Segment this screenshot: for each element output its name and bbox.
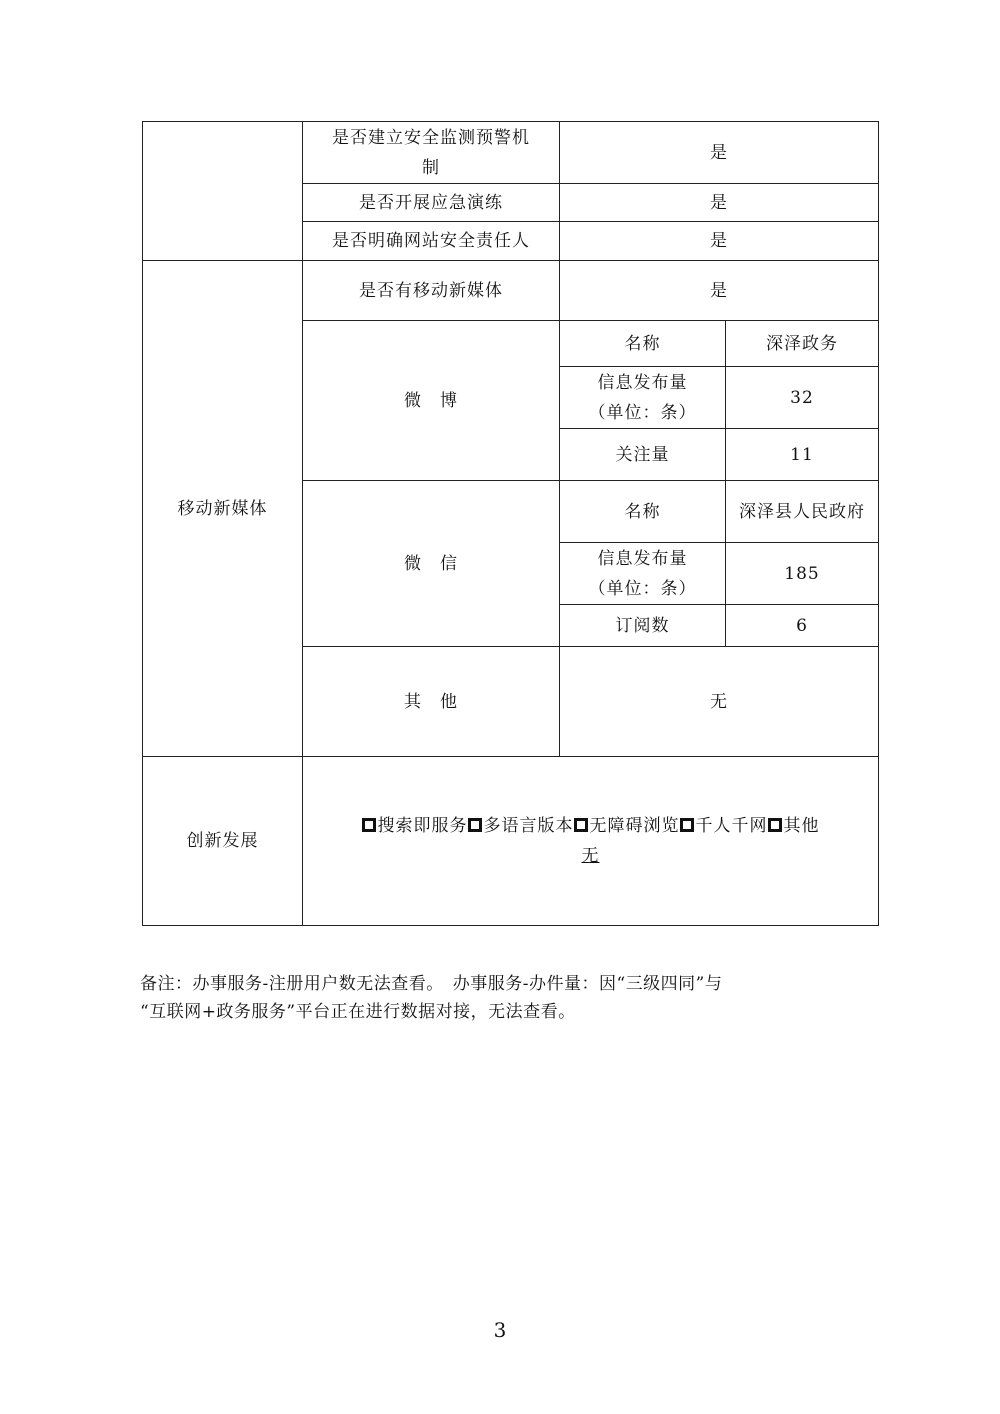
option-personalized: 千人千网 — [695, 816, 768, 836]
wechat-posts-value: 185 — [726, 543, 879, 605]
wechat-subscribers-value: 6 — [726, 605, 879, 647]
checkbox-icon[interactable] — [768, 818, 782, 832]
has-media-label: 是否有移动新媒体 — [303, 261, 560, 321]
innovation-option[interactable] — [680, 816, 768, 836]
footnote-line-2: “互联网+政务服务”平台正在进行数据对接，无法查看。 — [140, 1002, 576, 1022]
drill-value: 是 — [560, 184, 879, 222]
innovation-option[interactable] — [768, 816, 820, 836]
option-other: 其他 — [783, 816, 820, 836]
innovation-option[interactable] — [362, 816, 468, 836]
mobile-section-label: 移动新媒体 — [143, 261, 303, 757]
page-number: 3 — [493, 1318, 507, 1342]
weibo-followers-value: 11 — [726, 429, 879, 481]
drill-label: 是否开展应急演练 — [303, 184, 560, 222]
checkbox-icon[interactable] — [362, 818, 376, 832]
footnote-line-1: 备注：办事服务-注册用户数无法查看。 办事服务-办件量：因“三级四同”与 — [140, 974, 723, 994]
security-section-cell — [143, 122, 303, 261]
report-table — [142, 121, 879, 926]
weibo-followers-label: 关注量 — [560, 429, 726, 481]
innovation-other-value: 无 — [581, 846, 600, 866]
wechat-name-value: 深泽县人民政府 — [726, 481, 879, 543]
wechat-posts-label: 信息发布量（单位：条） — [560, 543, 726, 605]
option-accessibility: 无障碍浏览 — [589, 816, 680, 836]
has-media-value: 是 — [560, 261, 879, 321]
weibo-name-value: 深泽政务 — [726, 321, 879, 367]
innovation-option[interactable] — [574, 816, 680, 836]
innovation-option[interactable] — [468, 816, 574, 836]
checkbox-icon[interactable] — [468, 818, 482, 832]
innovation-section-label: 创新发展 — [143, 757, 303, 926]
weibo-name-label: 名称 — [560, 321, 726, 367]
option-search-service: 搜索即服务 — [377, 816, 468, 836]
responsible-value: 是 — [560, 222, 879, 261]
wechat-subscribers-label: 订阅数 — [560, 605, 726, 647]
weibo-posts-value: 32 — [726, 367, 879, 429]
option-multilingual: 多语言版本 — [483, 816, 574, 836]
wechat-label: 微 信 — [303, 481, 560, 647]
weibo-posts-label: 信息发布量（单位：条） — [560, 367, 726, 429]
checkbox-icon[interactable] — [574, 818, 588, 832]
other-media-label: 其 他 — [303, 647, 560, 757]
checkbox-icon[interactable] — [680, 818, 694, 832]
monitoring-value: 是 — [560, 122, 879, 184]
footnote — [140, 970, 880, 1026]
responsible-label: 是否明确网站安全责任人 — [303, 222, 560, 261]
other-media-value: 无 — [560, 647, 879, 757]
innovation-options-cell — [303, 757, 879, 926]
wechat-name-label: 名称 — [560, 481, 726, 543]
weibo-label: 微 博 — [303, 321, 560, 481]
monitoring-label: 是否建立安全监测预警机制 — [303, 122, 560, 184]
